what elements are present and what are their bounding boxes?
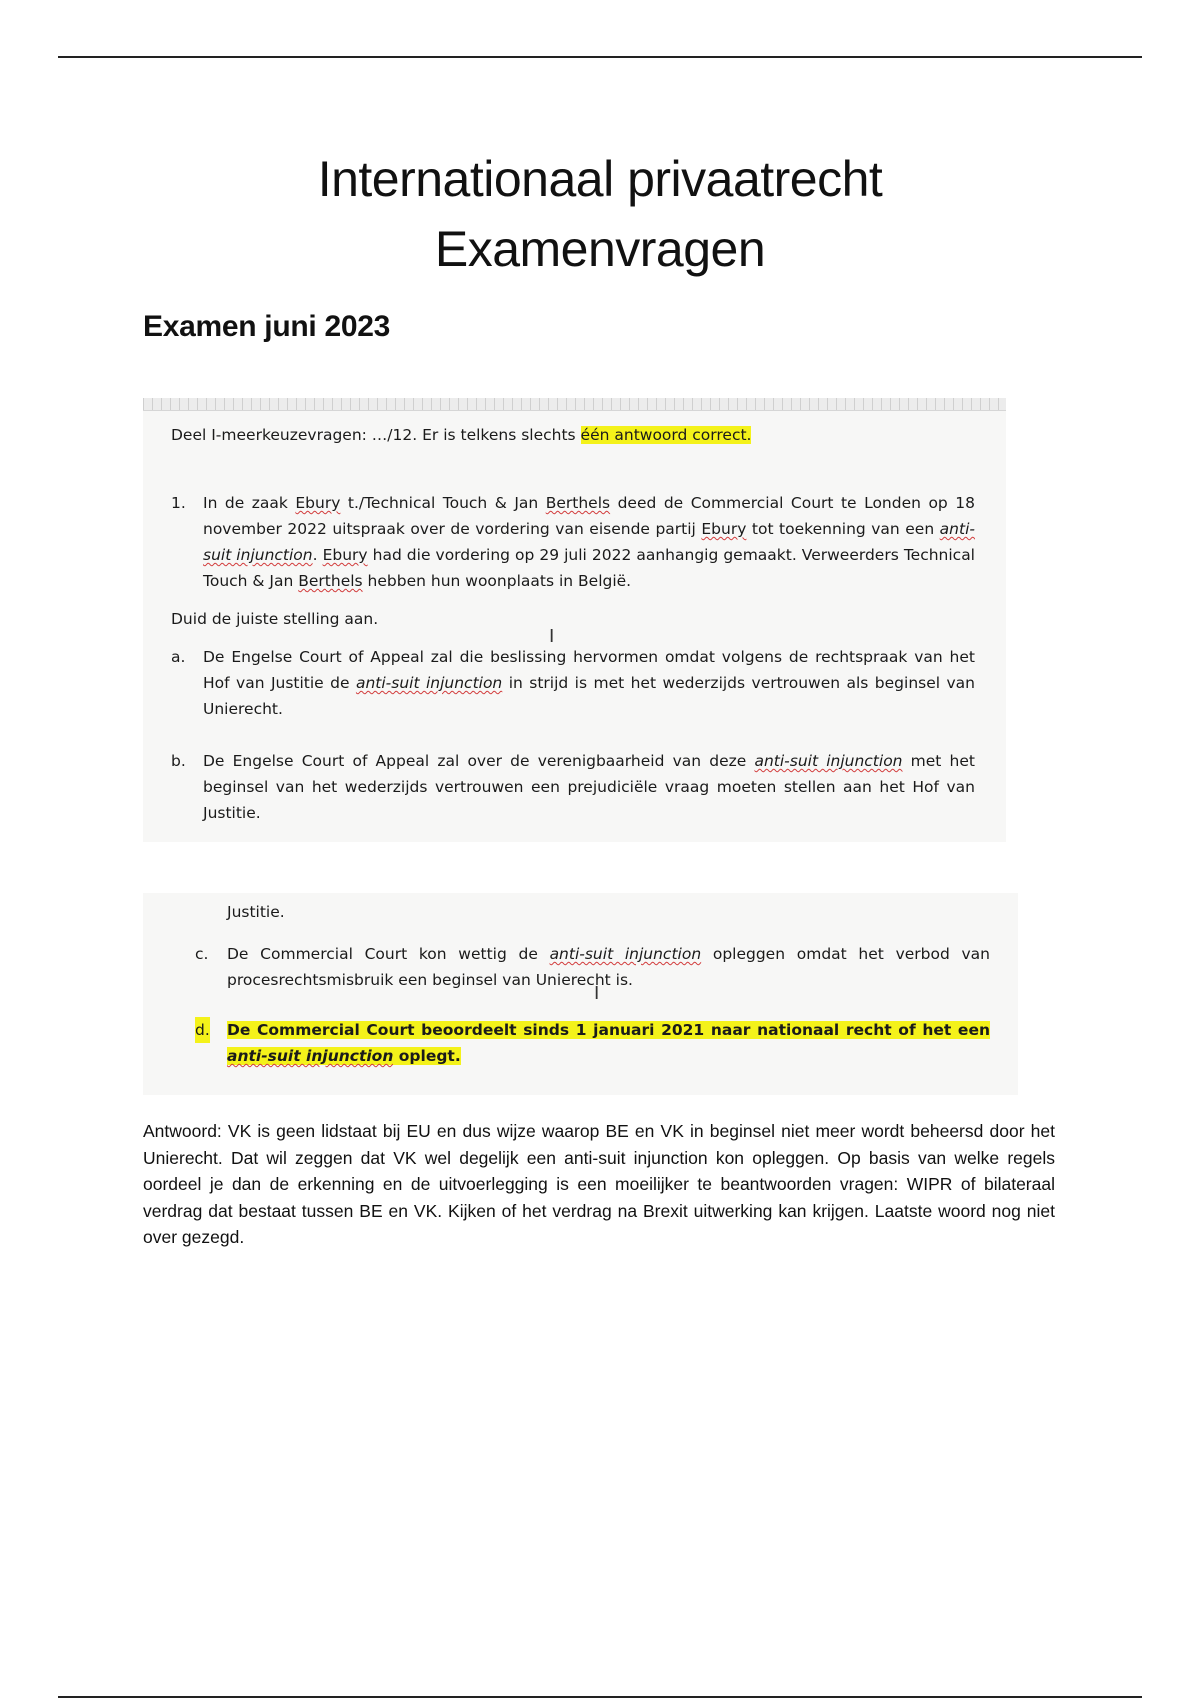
text-span: De Engelse Court of Appeal zal die beslissing hervormen omdat volgens de rechtspraak van het Hof van Justitie de — [203, 648, 975, 692]
text-span: t./Technical Touch & Jan — [340, 494, 546, 512]
option-b-text — [203, 748, 975, 826]
header-rule — [58, 56, 1142, 58]
text-span: in strijd is met het wederzijds vertrouwen als beginsel van Unierecht. — [203, 674, 975, 718]
section-heading: Examen juni 2023 — [143, 310, 390, 343]
exam-screenshot-2 — [143, 893, 1018, 1095]
option-a-label: a. — [171, 648, 186, 666]
spellcheck-word: Ebury — [701, 520, 747, 538]
highlighted-text: oplegt. — [393, 1047, 461, 1065]
italic-term: anti-suit injunction — [549, 945, 702, 963]
option-b-label: b. — [171, 752, 186, 770]
question-number: 1. — [171, 494, 186, 512]
text-span: met het beginsel van het wederzijds vertrouwen een prejudiciële vraag moeten stellen aan het Hof van Justitie. — [203, 752, 975, 822]
spellcheck-word: Berthels — [298, 572, 363, 590]
answer-paragraph: Antwoord: VK is geen lidstaat bij EU en dus wijze waarop BE en VK in beginsel niet meer wordt beheersd door het Unierecht. Dat wil zeggen dat VK wel degelijk een anti-suit injunction kon opleggen. Op basis van welke regels oordeel je dan de erkenning en de uitvoerlegging is een moeilijker te beantwoorden vragen: WIPR of bilateraal verdrag dat bestaat tussen BE en VK. Kijken of het verdrag na Brexit uitwerking kan krijgen. Laatste woord nog niet over gezegd. — [143, 1121, 1055, 1247]
exam-screenshot-1 — [143, 398, 1006, 842]
word-ruler — [143, 398, 1006, 411]
option-d-text — [227, 1017, 990, 1069]
italic-term: anti-suit injunction — [355, 674, 503, 692]
option-c-text — [227, 941, 990, 993]
text-span: De Commercial Court kon wettig de — [227, 945, 550, 963]
italic-term: anti-suit injunction — [227, 1047, 394, 1065]
document-subtitle: Examenvragen — [434, 221, 766, 277]
spellcheck-word: Ebury — [295, 494, 341, 512]
highlighted-text: één antwoord correct. — [580, 426, 752, 444]
text-cursor-icon: I — [549, 626, 555, 647]
continued-text: Justitie. — [227, 903, 285, 921]
italic-term: anti-suit injunction — [754, 752, 903, 770]
text-cursor-icon: I — [594, 983, 600, 1004]
option-d-label: d. — [195, 1017, 210, 1043]
question-instruction: Duid de juiste stelling aan. — [171, 610, 379, 628]
spellcheck-word: Ebury — [322, 546, 368, 564]
option-a-text — [203, 644, 975, 722]
text-span: . — [312, 546, 323, 564]
question-1-text — [203, 490, 975, 594]
italic-term: anti-suit injunction — [203, 520, 975, 564]
text-span: had die vordering op 29 juli 2022 aanhangig gemaakt. Verweerders Technical Touch & Jan — [203, 546, 975, 590]
text-span: tot toekenning van een — [746, 520, 940, 538]
footer-rule — [58, 1696, 1142, 1698]
text-span: hebben hun woonplaats in België. — [362, 572, 632, 590]
spellcheck-word: Berthels — [545, 494, 611, 512]
part-instruction-text: Deel I-meerkeuzevragen: …/12. Er is telkens slechts — [171, 426, 581, 444]
text-span: De Engelse Court of Appeal zal over de verenigbaarheid van deze — [203, 752, 755, 770]
document-title: Internationaal privaatrecht — [317, 151, 883, 207]
text-span: opleggen omdat het verbod van procesrechtsmisbruik een beginsel van Unierecht is. — [227, 945, 990, 989]
text-span: deed de Commercial Court te Londen op 18 november 2022 uitspraak over de vordering van eisende partij — [203, 494, 975, 538]
option-c-label: c. — [195, 945, 209, 963]
text-span: In de zaak — [203, 494, 296, 512]
part-instruction — [171, 422, 751, 448]
highlighted-text: De Commercial Court beoordeelt sinds 1 januari 2021 naar nationaal recht of het een — [227, 1021, 990, 1039]
